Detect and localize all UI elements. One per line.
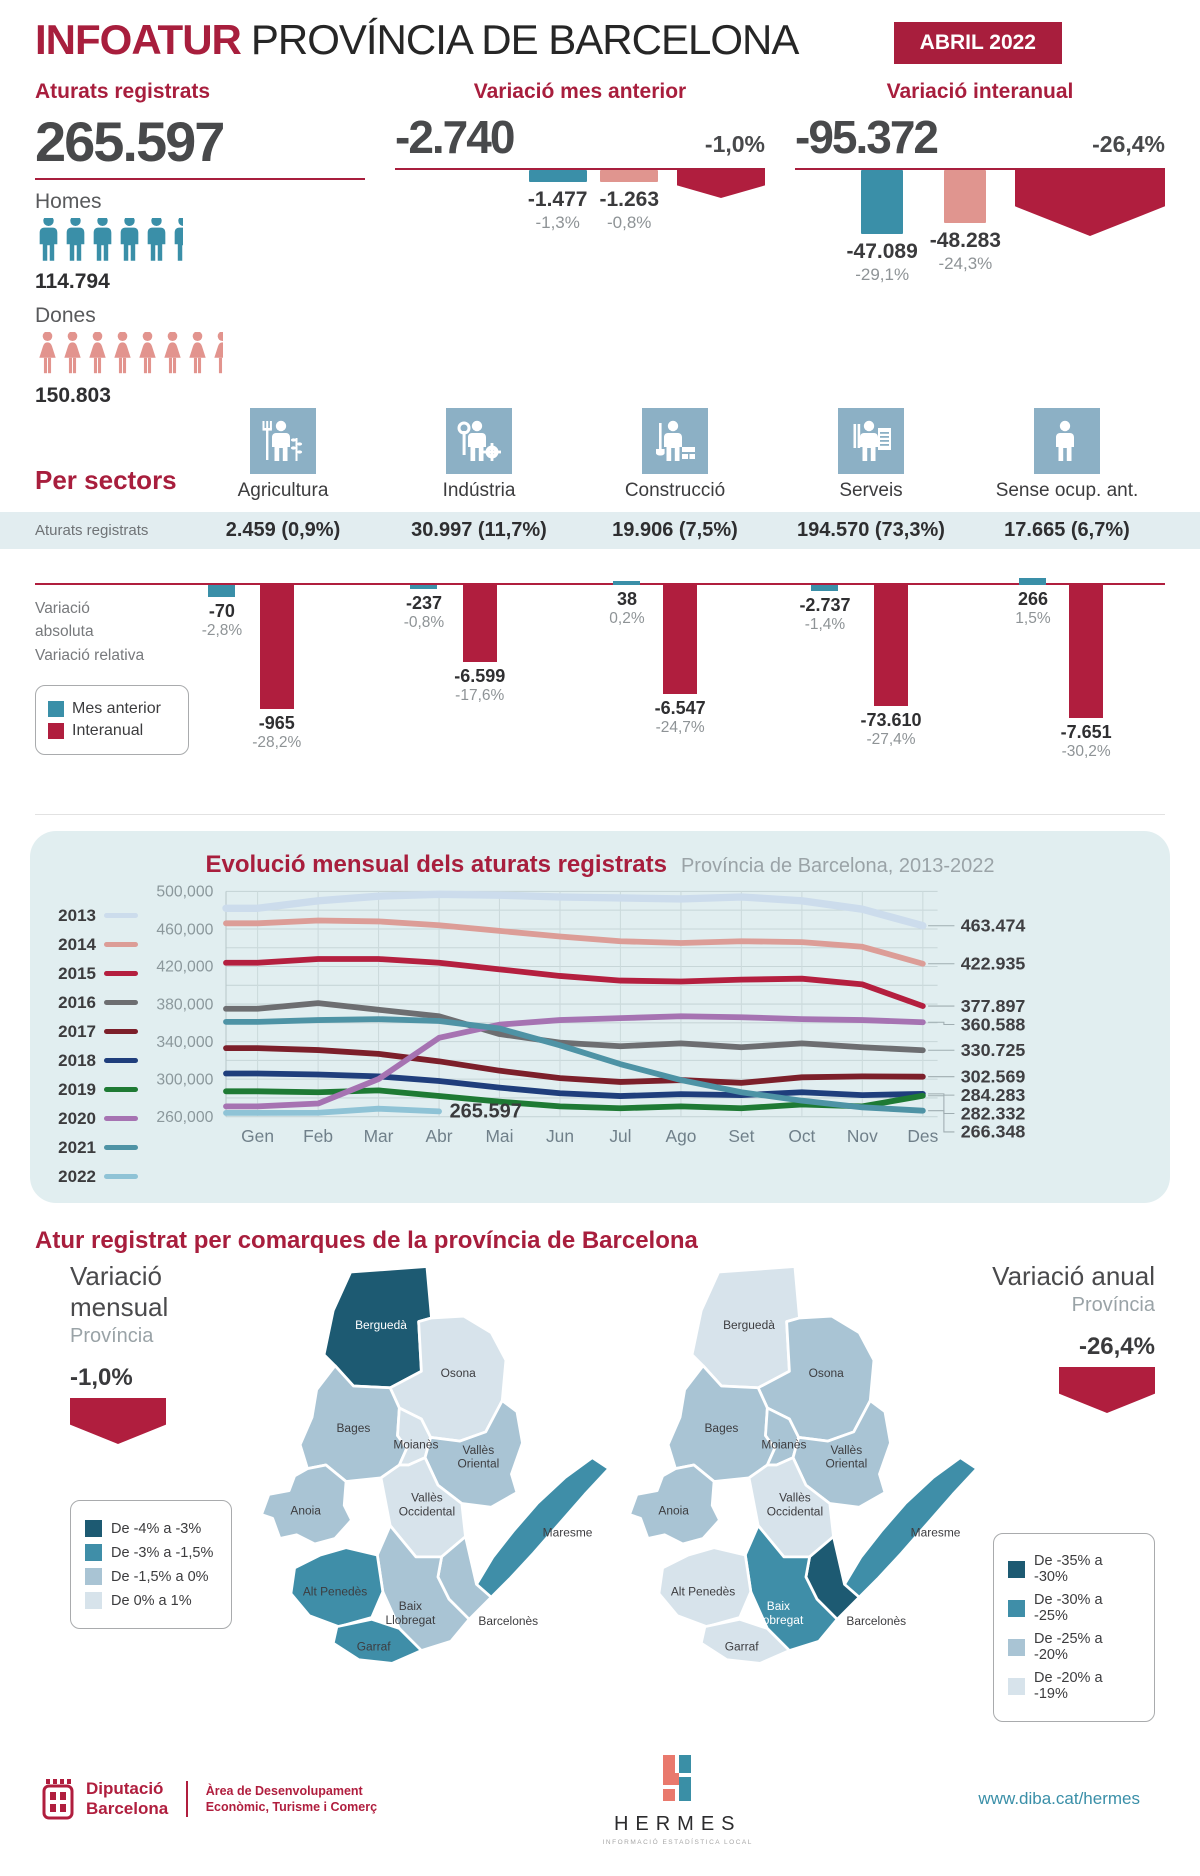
annual-heading: Variació interanual: [795, 80, 1165, 104]
monthly-women-bar-group: [599, 170, 659, 233]
month-variation: [404, 585, 445, 632]
men-bar: [529, 170, 587, 182]
legend-color-swatch: [104, 913, 138, 918]
dept-line-1: Àrea de Desenvolupament: [206, 1783, 377, 1799]
map-legend-row: [85, 1592, 217, 1609]
sector-column: [185, 408, 381, 502]
comarca-label: Baix Llobregat: [385, 1599, 435, 1627]
comarca-label: Vallès Oriental: [457, 1443, 499, 1471]
hermes-link[interactable]: www.diba.cat/hermes: [978, 1789, 1140, 1809]
rel-label: Variació relativa: [35, 644, 150, 667]
month-bar: [410, 585, 437, 589]
no-previous-occupation-icon: [1045, 418, 1089, 464]
women-bar: [600, 170, 658, 182]
down-arrow-icon: [677, 170, 765, 198]
legend-color-swatch: [104, 1145, 138, 1150]
legend-color-swatch: [1008, 1561, 1025, 1578]
stat-annual-variation: [795, 74, 1165, 408]
svg-text:422.935: 422.935: [961, 954, 1026, 974]
legend-year-row: [54, 1046, 146, 1075]
registered-row-label: Aturats registrats: [35, 522, 185, 539]
sector-bar-group: [353, 585, 556, 800]
map-legend-row: [85, 1568, 217, 1585]
header: [0, 0, 1200, 68]
sector-name: Construcció: [577, 480, 773, 502]
svg-text:Jul: Jul: [609, 1126, 631, 1146]
comarca-label: Vallès Occidental: [766, 1491, 822, 1519]
month-rel-value: 1,5%: [1015, 610, 1050, 628]
comarques-map-svg: [245, 1261, 613, 1720]
month-swatch: [48, 701, 64, 717]
woman-icon: [160, 332, 185, 382]
month-abs-value: -237: [406, 593, 442, 614]
legend-year-row: [54, 1133, 146, 1162]
woman-icon: [185, 332, 210, 382]
diputacio-crest-icon: [40, 1778, 76, 1820]
svg-text:Gen: Gen: [241, 1126, 274, 1146]
svg-text:300,000: 300,000: [156, 1071, 213, 1088]
comarca-label: Alt Penedès: [670, 1584, 734, 1598]
legend-color-swatch: [1008, 1678, 1025, 1695]
month-abs-value: -2.737: [799, 595, 850, 616]
month-bar: [208, 585, 235, 597]
sectors-heading: Per sectors: [35, 465, 185, 502]
legend-year-row: [54, 988, 146, 1017]
year-variation: [860, 585, 921, 749]
comarca-label: Maresme: [543, 1526, 593, 1540]
month-rel-value: -1,4%: [805, 616, 846, 634]
stat-registered: [35, 74, 365, 408]
annual-women-bar-group: [930, 170, 1001, 274]
year-variation: [454, 585, 505, 705]
monthly-map-legend: [70, 1500, 232, 1629]
svg-text:265.597: 265.597: [450, 1101, 522, 1123]
year-rel-value: -28,2%: [252, 734, 301, 752]
legend-year-label: Interanual: [72, 722, 143, 740]
comarca-label: Anoia: [290, 1504, 321, 1518]
month-rel-value: -2,8%: [202, 622, 243, 640]
svg-text:Ago: Ago: [666, 1126, 697, 1146]
svg-text:Abr: Abr: [426, 1126, 453, 1146]
svg-text:Des: Des: [907, 1126, 938, 1146]
sector-name: Indústria: [381, 480, 577, 502]
map-legend-row: [85, 1520, 217, 1537]
svg-text:377.897: 377.897: [961, 996, 1026, 1016]
map-legend-row: [85, 1544, 217, 1561]
industry-icon: [457, 418, 501, 464]
date-badge: ABRIL 2022: [894, 22, 1062, 64]
map-legend-row: [1008, 1670, 1140, 1702]
men-value: 114.794: [35, 270, 365, 294]
sector-name: Sense ocup. ant.: [969, 480, 1165, 502]
legend-color-swatch: [85, 1520, 102, 1537]
sector-bar-group: [962, 585, 1165, 800]
year-rel-value: -17,6%: [455, 687, 504, 705]
sector-bar-group: [556, 585, 759, 800]
man-icon: [35, 218, 62, 268]
brand: INFOATUR: [35, 16, 241, 63]
dept-line-2: Econòmic, Turisme i Comerç: [206, 1799, 377, 1815]
annual-percent: -26,4%: [1092, 131, 1165, 160]
year-bar: [463, 585, 497, 662]
comarca-label: Osona: [441, 1366, 477, 1380]
legend-range-label: De -25% a -20%: [1034, 1631, 1140, 1663]
sector-registered-value: 17.665 (6,7%): [969, 519, 1165, 542]
year-bar: [260, 585, 294, 709]
man-icon: [143, 218, 170, 268]
comarca-label: Maresme: [910, 1526, 960, 1540]
svg-text:260,000: 260,000: [156, 1109, 213, 1126]
legend-year-label: 2016: [54, 993, 96, 1013]
agriculture-icon: [261, 418, 305, 464]
chart-subtitle: Província de Barcelona, 2013-2022: [681, 855, 995, 877]
man-icon: [116, 218, 143, 268]
sector-registered-value: 30.997 (11,7%): [381, 519, 577, 542]
legend-range-label: De -35% a -30%: [1034, 1553, 1140, 1585]
comarca-label: Bages: [704, 1421, 738, 1435]
chart-title: Evolució mensual dels aturats registrats: [205, 851, 667, 878]
monthly-map-info: [70, 1261, 245, 1725]
month-bar: [811, 585, 838, 591]
line-chart: [146, 883, 1146, 1191]
year-bar: [874, 585, 908, 706]
divider: [35, 814, 1165, 815]
year-swatch: [48, 723, 64, 739]
man-icon: [89, 218, 116, 268]
abs-label: Variació absoluta: [35, 597, 150, 644]
svg-text:330.725: 330.725: [961, 1040, 1026, 1060]
monthly-heading: Variació mes anterior: [395, 80, 765, 104]
woman-icon: [110, 332, 135, 382]
year-rel-value: -27,4%: [866, 731, 915, 749]
svg-text:282.332: 282.332: [961, 1103, 1026, 1123]
org-name-2: Barcelona: [86, 1799, 168, 1819]
man-icon: [170, 218, 183, 268]
construction-icon: [653, 418, 697, 464]
month-abs-value: 38: [617, 589, 637, 610]
comarca-label: Barcelonès: [846, 1614, 906, 1628]
svg-text:360.588: 360.588: [961, 1014, 1026, 1034]
woman-icon: [135, 332, 160, 382]
month-variation: [799, 585, 850, 634]
women-pictogram-row: [35, 332, 365, 382]
year-abs-value: -7.651: [1061, 722, 1112, 743]
legend-year-label: 2018: [54, 1051, 96, 1071]
sectors-header-row: [0, 408, 1200, 502]
monthly-percent: -1,0%: [705, 131, 765, 160]
svg-text:284.283: 284.283: [961, 1085, 1026, 1105]
legend-color-swatch: [1008, 1639, 1025, 1656]
comarca-label: Vallès Oriental: [825, 1443, 867, 1471]
legend-year-label: 2013: [54, 906, 96, 926]
hermes-tagline: INFORMACIÓ ESTADÍSTICA LOCAL: [603, 1839, 753, 1846]
annual-map-info: [980, 1261, 1155, 1725]
monthly-women-percent: -0,8%: [607, 213, 651, 233]
legend-color-swatch: [104, 1029, 138, 1034]
year-bar: [1069, 585, 1103, 718]
month-variation: [609, 585, 644, 628]
legend-year-label: 2021: [54, 1138, 96, 1158]
legend-year-row: [54, 1104, 146, 1133]
comarca-label: Vallès Occidental: [399, 1491, 455, 1519]
svg-text:340,000: 340,000: [156, 1034, 213, 1051]
comarca-label: Moianès: [393, 1437, 438, 1451]
stat-registered-heading: Aturats registrats: [35, 80, 365, 104]
legend-year-label: 2017: [54, 1022, 96, 1042]
month-rel-value: 0,2%: [609, 610, 644, 628]
sector-name: Agricultura: [185, 480, 381, 502]
comarca-label: Bages: [336, 1421, 370, 1435]
legend-year-row: [54, 1075, 146, 1104]
legend-color-swatch: [104, 942, 138, 947]
annual-women-percent: -24,3%: [938, 254, 992, 274]
annual-men-bar-group: [847, 170, 918, 285]
legend-color-swatch: [85, 1592, 102, 1609]
footer: [0, 1725, 1200, 1876]
chart-year-legend: [54, 883, 146, 1191]
men-label: Homes: [35, 190, 365, 214]
svg-text:Mar: Mar: [364, 1126, 394, 1146]
sector-bar-group: [759, 585, 962, 800]
top-stats: [0, 68, 1200, 408]
woman-icon: [210, 332, 223, 382]
hermes-logo-icon: [651, 1751, 705, 1805]
women-value: 150.803: [35, 384, 365, 408]
annual-map-value: -26,4%: [980, 1333, 1155, 1361]
women-bar: [944, 170, 986, 223]
legend-year-label: 2015: [54, 964, 96, 984]
legend-color-swatch: [104, 1000, 138, 1005]
legend-year-row: [54, 959, 146, 988]
year-abs-value: -6.599: [454, 666, 505, 687]
legend-year-row: [54, 901, 146, 930]
svg-text:266.348: 266.348: [961, 1122, 1026, 1142]
monthly-map-value: -1,0%: [70, 1364, 245, 1392]
legend-color-swatch: [104, 971, 138, 976]
maps-title: Atur registrat per comarques de la província de Barcelona: [35, 1227, 1165, 1255]
svg-text:Set: Set: [728, 1126, 754, 1146]
annual-map-title: Variació anual: [980, 1261, 1155, 1292]
annual-men-percent: -29,1%: [855, 265, 909, 285]
monthly-men-percent: -1,3%: [535, 213, 579, 233]
stat-monthly-variation: [395, 74, 765, 408]
year-rel-value: -24,7%: [656, 719, 705, 737]
maps-section: [0, 1203, 1200, 1725]
comarca-label: Moianès: [761, 1437, 806, 1451]
down-arrow-icon: [70, 1398, 166, 1444]
svg-text:500,000: 500,000: [156, 884, 213, 901]
down-arrow-icon: [1059, 1367, 1155, 1413]
legend-year-row: [54, 1162, 146, 1191]
man-icon: [62, 218, 89, 268]
evolution-chart-panel: [30, 831, 1170, 1203]
year-abs-value: -6.547: [655, 698, 706, 719]
sector-column: [969, 408, 1165, 502]
org-name-1: Diputació: [86, 1779, 168, 1799]
comarca-label: Osona: [808, 1366, 844, 1380]
year-abs-value: -965: [259, 713, 295, 734]
men-bar: [861, 170, 903, 234]
year-abs-value: -73.610: [860, 710, 921, 731]
map-legend-row: [1008, 1553, 1140, 1585]
sector-column: [381, 408, 577, 502]
month-variation: [1015, 585, 1050, 628]
monthly-women-value: -1.263: [599, 188, 659, 212]
legend-color-swatch: [104, 1087, 138, 1092]
comarca-label: Garraf: [724, 1640, 759, 1654]
annual-women-value: -48.283: [930, 229, 1001, 253]
legend-color-swatch: [1008, 1600, 1025, 1617]
legend-year-row: [54, 1017, 146, 1046]
sector-column: [577, 408, 773, 502]
annual-map-legend: [993, 1533, 1155, 1722]
month-bar: [613, 581, 640, 585]
annual-variation-map: [613, 1261, 981, 1725]
monthly-men-bar-group: [528, 170, 588, 233]
legend-color-swatch: [85, 1568, 102, 1585]
month-abs-value: -70: [209, 601, 235, 622]
comarques-map-svg: [613, 1261, 981, 1720]
hermes-logo-block: [603, 1751, 753, 1846]
year-variation: [655, 585, 706, 737]
title: PROVÍNCIA DE BARCELONA: [251, 16, 798, 63]
men-pictogram-row: [35, 218, 365, 268]
variation-axis-labels: [35, 585, 150, 667]
month-rel-value: -0,8%: [404, 614, 445, 632]
diputacio-barcelona-logo-block: [40, 1778, 377, 1820]
women-label: Dones: [35, 304, 365, 328]
monthly-map-subtitle: Província: [70, 1325, 245, 1348]
legend-year-label: 2022: [54, 1167, 96, 1187]
down-arrow-icon: [1015, 170, 1165, 236]
legend-month-label: Mes anterior: [72, 700, 161, 718]
sector-registered-value: 194.570 (73,3%): [773, 519, 969, 542]
year-rel-value: -30,2%: [1062, 743, 1111, 761]
legend-year-label: 2020: [54, 1109, 96, 1129]
divider: [186, 1781, 188, 1817]
comarca-label: Baix Llobregat: [753, 1599, 803, 1627]
svg-text:460,000: 460,000: [156, 921, 213, 938]
legend-range-label: De -20% a -19%: [1034, 1670, 1140, 1702]
monthly-men-value: -1.477: [528, 188, 588, 212]
svg-text:463.474: 463.474: [961, 916, 1026, 936]
legend-year-label: 2014: [54, 935, 96, 955]
sector-name: Serveis: [773, 480, 969, 502]
comarca-label: Alt Penedès: [303, 1584, 367, 1598]
svg-text:Jun: Jun: [546, 1126, 574, 1146]
registered-total: 265.597: [35, 114, 365, 170]
monthly-variation-map: [245, 1261, 613, 1725]
comarca-label: Berguedà: [355, 1318, 407, 1332]
page-title: [35, 16, 798, 64]
comarca-label: Berguedà: [723, 1318, 775, 1332]
comarca-label: Barcelonès: [478, 1614, 538, 1628]
year-variation: [1061, 585, 1112, 761]
svg-text:380,000: 380,000: [156, 996, 213, 1013]
year-variation: [252, 585, 301, 752]
sector-bar-group: [150, 585, 353, 800]
woman-icon: [60, 332, 85, 382]
hermes-name: HERMES: [614, 1813, 742, 1836]
annual-men-value: -47.089: [847, 240, 918, 264]
services-icon: [849, 418, 893, 464]
year-bar: [663, 585, 697, 694]
map-legend-row: [1008, 1592, 1140, 1624]
comarca-label: Garraf: [357, 1640, 392, 1654]
svg-text:420,000: 420,000: [156, 959, 213, 976]
legend-year-label: 2019: [54, 1080, 96, 1100]
divider: [35, 178, 365, 180]
sectors-bars: [35, 583, 1165, 800]
svg-text:Feb: Feb: [303, 1126, 333, 1146]
monthly-map-title: Variació mensual: [70, 1261, 245, 1323]
legend-color-swatch: [104, 1058, 138, 1063]
woman-icon: [35, 332, 60, 382]
svg-text:Nov: Nov: [847, 1126, 878, 1146]
woman-icon: [85, 332, 110, 382]
annual-value: -95.372: [795, 114, 937, 160]
legend-year-row: [54, 930, 146, 959]
month-bar: [1019, 578, 1046, 585]
sector-column: [773, 408, 969, 502]
legend-range-label: De -30% a -25%: [1034, 1592, 1140, 1624]
svg-text:302.569: 302.569: [961, 1066, 1026, 1086]
legend-color-swatch: [104, 1174, 138, 1179]
sector-registered-value: 19.906 (7,5%): [577, 519, 773, 542]
legend-range-label: De -3% a -1,5%: [111, 1545, 213, 1561]
comarca-label: Anoia: [658, 1504, 689, 1518]
annual-map-subtitle: Província: [980, 1294, 1155, 1317]
month-abs-value: 266: [1018, 589, 1048, 610]
legend-range-label: De -1,5% a 0%: [111, 1569, 209, 1585]
svg-text:Oct: Oct: [788, 1126, 815, 1146]
map-legend-row: [1008, 1631, 1140, 1663]
month-variation: [202, 585, 243, 640]
legend-range-label: De 0% a 1%: [111, 1593, 192, 1609]
sectors-registered-row: [0, 512, 1200, 549]
legend-color-swatch: [85, 1544, 102, 1561]
legend-color-swatch: [104, 1116, 138, 1121]
legend-range-label: De -4% a -3%: [111, 1521, 201, 1537]
monthly-value: -2.740: [395, 114, 513, 160]
svg-text:Mai: Mai: [485, 1126, 513, 1146]
line-chart-svg: [146, 883, 1146, 1155]
sector-registered-value: 2.459 (0,9%): [185, 519, 381, 542]
